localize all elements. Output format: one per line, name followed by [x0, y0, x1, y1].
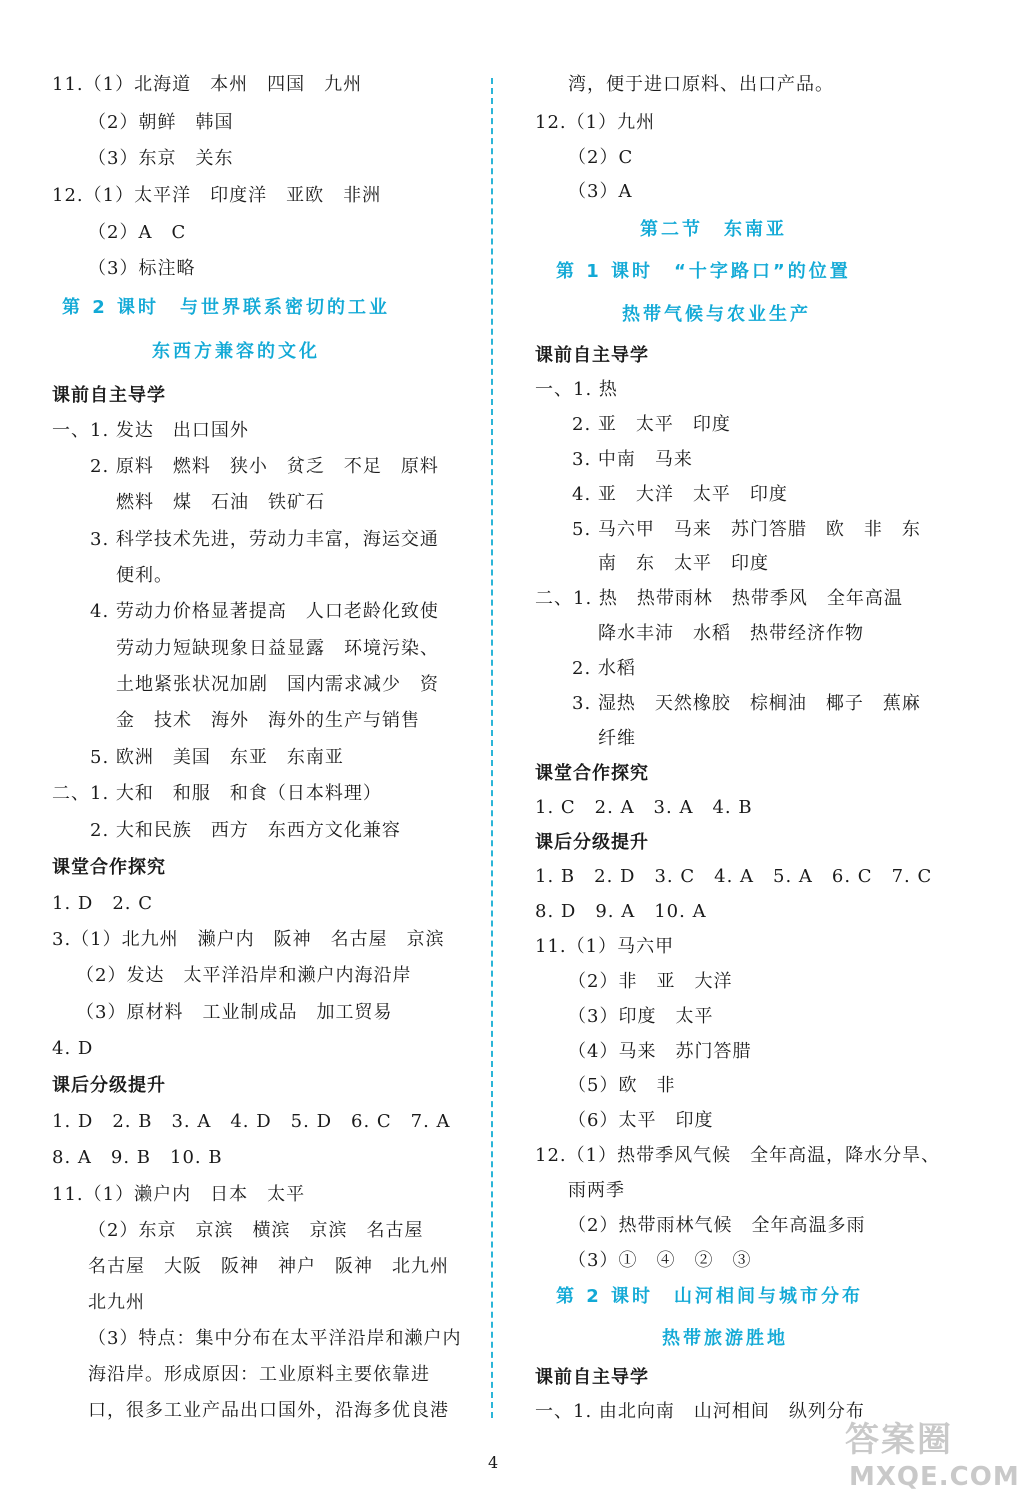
- section-heading: 热带旅游胜地: [662, 1328, 788, 1349]
- answer-line: 1. B 2. D 3. C 4. A 5. A 6. C 7. C: [535, 866, 933, 887]
- answer-line: 3. 中南 马来: [572, 449, 693, 470]
- answer-line: （3）原材料 工业制成品 加工贸易: [76, 1002, 393, 1023]
- answer-line: 2. 原料 燃料 狭小 贫乏 不足 原料: [90, 456, 439, 477]
- answer-line: （2）C: [568, 147, 634, 168]
- answer-line: 12.（1）太平洋 印度洋 亚欧 非洲: [52, 185, 382, 206]
- answer-line: 11.（1）北海道 本州 四国 九州: [52, 74, 363, 95]
- section-heading: 东西方兼容的文化: [152, 341, 320, 362]
- answer-line: 8. D 9. A 10. A: [535, 901, 707, 922]
- answer-line: （3）东京 关东: [88, 148, 234, 169]
- answer-line: 口，很多工业产品出口国外，沿海多优良港: [88, 1400, 449, 1421]
- answer-line: 11.（1）濑户内 日本 太平: [52, 1184, 306, 1205]
- answer-line: （3）A: [568, 181, 633, 202]
- answer-line: 降水丰沛 水稻 热带经济作物: [598, 623, 864, 644]
- answer-line: 5. 马六甲 马来 苏门答腊 欧 非 东: [572, 519, 921, 540]
- answer-line: （3）特点：集中分布在太平洋沿岸和濑户内: [88, 1328, 462, 1349]
- watermark-top-text: 答案圈: [845, 1420, 953, 1460]
- answer-line: （3）① ④ ② ③: [568, 1250, 752, 1271]
- answer-line: 雨两季: [568, 1180, 625, 1201]
- answer-line: （5）欧 非: [568, 1075, 676, 1096]
- answer-line: （6）太平 印度: [568, 1110, 714, 1131]
- section-heading: 第 1 课时 “十字路口”的位置: [556, 261, 851, 282]
- answer-line: 2. 大和民族 西方 东西方文化兼容: [90, 820, 401, 841]
- answer-line: 3. 科学技术先进，劳动力丰富，海运交通: [90, 529, 439, 550]
- answer-line: 二、1. 热 热带雨林 热带季风 全年高温: [535, 588, 903, 609]
- section-heading: 热带气候与农业生产: [622, 304, 811, 325]
- answer-line: （4）马来 苏门答腊: [568, 1041, 752, 1062]
- answer-line: 5. 欧洲 美国 东亚 东南亚: [90, 747, 344, 768]
- subsection-heading: 课堂合作探究: [535, 763, 649, 784]
- answer-line: 金 技术 海外 海外的生产与销售: [116, 710, 420, 731]
- answer-line: 11.（1）马六甲: [535, 936, 675, 957]
- answer-line: 8. A 9. B 10. B: [52, 1147, 223, 1168]
- answer-line: （2）朝鲜 韩国: [88, 112, 234, 133]
- watermark-bottom-text: MXQE.COM: [849, 1462, 1020, 1492]
- answer-line: 北九州: [88, 1292, 145, 1313]
- answer-line: 3. 湿热 天然橡胶 棕榈油 椰子 蕉麻: [572, 693, 921, 714]
- answer-line: 4. D: [52, 1038, 94, 1059]
- answer-line: （2）A C: [88, 222, 187, 243]
- answer-line: 12.（1）九州: [535, 112, 656, 133]
- answer-line: （3）印度 太平: [568, 1006, 714, 1027]
- section-heading: 第二节 东南亚: [640, 219, 787, 240]
- answer-line: 土地紧张状况加剧 国内需求减少 资: [116, 674, 439, 695]
- answer-line: 1. D 2. B 3. A 4. D 5. D 6. C 7. A: [52, 1111, 451, 1132]
- answer-line: 2. 亚 太平 印度: [572, 414, 731, 435]
- answer-line: 海沿岸。形成原因：工业原料主要依靠进: [88, 1364, 430, 1385]
- answer-line: 12.（1）热带季风气候 全年高温，降水分旱、: [535, 1145, 941, 1166]
- answer-line: 燃料 煤 石油 铁矿石: [116, 492, 325, 513]
- watermark-logo: [845, 1412, 1020, 1496]
- subsection-heading: 课前自主导学: [535, 345, 649, 366]
- answer-line: 二、1. 大和 和服 和食（日本料理）: [52, 783, 382, 804]
- section-heading: 第 2 课时 与世界联系密切的工业: [62, 297, 391, 318]
- subsection-heading: 课前自主导学: [52, 385, 166, 406]
- answer-line: 便利。: [116, 565, 173, 586]
- answer-line: 名古屋 大阪 阪神 神户 阪神 北九州: [88, 1256, 449, 1277]
- answer-line: （2）东京 京滨 横滨 京滨 名古屋: [88, 1220, 424, 1241]
- answer-line: 纤维: [598, 728, 636, 749]
- answer-line: （2）热带雨林气候 全年高温多雨: [568, 1215, 866, 1236]
- answer-line: 一、1. 发达 出口国外: [52, 420, 249, 441]
- answer-line: 2. 水稻: [572, 658, 636, 679]
- answer-line: 3.（1）北九州 濑户内 阪神 名古屋 京滨: [52, 929, 445, 950]
- answer-line: 南 东 太平 印度: [598, 553, 769, 574]
- answer-line: 1. D 2. C: [52, 893, 153, 914]
- answer-line: 一、1. 热: [535, 379, 618, 400]
- answer-line: 4. 劳动力价格显著提高 人口老龄化致使: [90, 601, 439, 622]
- answer-line: （3）标注略: [88, 258, 196, 279]
- answer-line: 劳动力短缺现象日益显露 环境污染、: [116, 638, 439, 659]
- answer-line: （2）非 亚 大洋: [568, 971, 733, 992]
- section-heading: 第 2 课时 山河相间与城市分布: [556, 1286, 864, 1307]
- answer-line: 1. C 2. A 3. A 4. B: [535, 797, 753, 818]
- answer-line: （2）发达 太平洋沿岸和濑户内海沿岸: [76, 965, 412, 986]
- answer-line: 4. 亚 大洋 太平 印度: [572, 484, 788, 505]
- subsection-heading: 课堂合作探究: [52, 857, 166, 878]
- page-number: 4: [488, 1453, 499, 1472]
- subsection-heading: 课前自主导学: [535, 1367, 649, 1388]
- subsection-heading: 课后分级提升: [52, 1075, 166, 1096]
- subsection-heading: 课后分级提升: [535, 832, 649, 853]
- answer-line: 湾，便于进口原料、出口产品。: [568, 74, 834, 95]
- column-divider: [491, 78, 493, 1418]
- answer-line: 一、1. 由北向南 山河相间 纵列分布: [535, 1401, 865, 1422]
